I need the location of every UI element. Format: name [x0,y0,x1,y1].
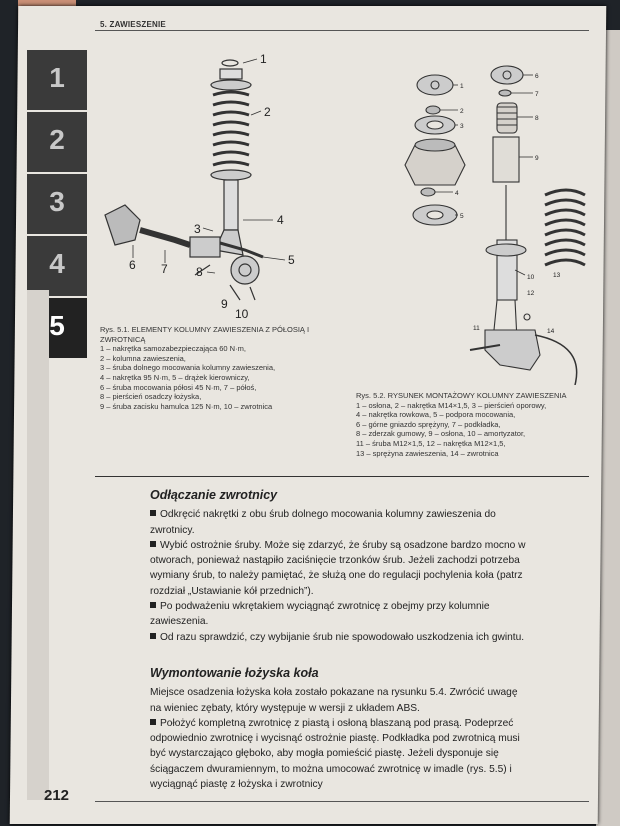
figure-2-label-7: 7 [535,91,539,98]
caption-line: 3 – śruba dolnego mocowania kolumny zawieszenia, [100,363,276,373]
chapter-tab-1 [27,50,87,110]
section-wheel-bearing-removal [150,666,528,792]
caption-line: 1 – osłona, 2 – nakrętka M14×1,5, 3 – pierścień oporowy, [356,400,547,410]
figure-2-label-9: 9 [535,155,539,162]
caption-line: 9 – śruba zacisku hamulca 125 N·m, 10 – zwrotnica [100,401,273,411]
figure-1-caption [100,325,340,411]
tab-strip [27,290,49,800]
figure-2-label-13: 13 [553,272,561,279]
figure-1-label-9: 9 [221,297,228,311]
figure-1-label-4: 4 [277,213,284,227]
figure-2-label-3: 3 [460,123,464,130]
instruction-paragraph [150,507,528,538]
figure-2-label-1: 1 [460,83,464,90]
chapter-tab-label: 3 [49,186,65,217]
bullet-square-icon [150,541,156,547]
figure-separator [95,476,589,477]
instruction-paragraph [150,716,528,792]
figure-1-label-1: 1 [260,52,267,66]
figure-2-label-10: 10 [527,274,535,281]
instruction-paragraph [150,630,528,645]
section-header: 5. ZAWIESZENIE [100,20,166,29]
figure-2-caption-title: Rys. 5.2. RYSUNEK MONTAŻOWY KOLUMNY ZAWIESZENIA [356,391,567,400]
figure-2-label-2: 2 [460,108,464,115]
header-rule [95,30,589,31]
page-number: 212 [44,787,70,804]
chapter-tab-label: 4 [49,248,65,279]
bullet-square-icon [150,602,156,608]
chapter-tab-label: 1 [49,62,65,93]
caption-line: 1 – nakrętka samozabezpieczająca 60 N·m, [100,344,246,354]
figure-2-label-6: 6 [535,73,539,80]
section-detach-knuckle [150,488,528,645]
caption-line: 13 – sprężyna zawieszenia, 14 – zwrotnica [356,448,499,458]
figure-1-label-5: 5 [288,253,295,267]
figure-2-caption [356,391,592,458]
figure-2-label-11: 11 [473,325,480,332]
paragraph-text: Odkręcić nakrętki z obu śrub dolnego mocowania kolumny zawieszenia do zwrotnicy. [150,509,496,536]
figure-2-label-4: 4 [455,190,459,197]
caption-line: 11 – śruba M12×1,5, 12 – nakrętka M12×1,5, [356,438,506,448]
figure-2-label-5: 5 [460,213,464,220]
chapter-tab-2 [27,112,87,172]
paragraph-text: Od razu sprawdzić, czy wybijanie śrub nie spowodowało uszkodzenia ich gwintu. [160,631,525,643]
figure-1-label-3: 3 [194,222,201,236]
instruction-paragraph [150,599,528,630]
section-title: Wymontowanie łożyska koła [150,666,319,680]
bullet-square-icon [150,633,156,639]
bullet-square-icon [150,719,156,725]
figure-1-label-10: 10 [235,307,249,320]
figure-1-caption-title: Rys. 5.1. ELEMENTY KOLUMNY ZAWIESZENIA Z PÓŁOSIĄ I ZWROTNICĄ [100,325,310,344]
caption-line: 2 – kolumna zawieszenia, [100,353,186,363]
chapter-tab-label: 2 [49,124,65,155]
paragraph-text: Po podważeniu wkrętakiem wyciągnąć zwrotnicę z obejmy przy kolumnie zawieszenia. [150,601,490,628]
caption-line: 8 – zderzak gumowy, 9 – osłona, 10 – amortyzator, [356,429,526,439]
paragraph-text: Położyć kompletną zwrotnicę z piastą i osłoną blaszaną pod prasą. Podeprzeć odpowiednio zwrotnicę i wycisnąć ostrożnie piastę. Podkładka pod zwrotnicą musi być wystarczająco głęboko, aby mogła pomieścić piastę. Jeżeli dysponuje się ściągaczem dwuramiennym, to można umocować zwrotnicę w imadle (rys. 5.5) i wyciągnąć piastę z łożyska i zwrotnicy [150,717,520,791]
caption-line: 4 – nakrętka rowkowa, 5 – podpora mocowania, [356,410,516,420]
figure-1-label-8: 8 [196,265,203,279]
bullet-square-icon [150,510,156,516]
figure-5-1-drawing [95,45,325,320]
figure-2-label-14: 14 [547,328,555,335]
paragraph-text: Wybić ostrożnie śruby. Może się zdarzyć, że śruby są osadzone bardzo mocno w otworach, ponieważ nastąpiło zaciśnięcie trzonków śrub. Jeżeli zachodzi potrzeba wymiany śrub, to należy pamiętać, że służą one do regulacji pochylenia koła (patrz rozdział „Ustawianie kół przednich”). [150,539,526,597]
chapter-tab-3 [27,174,87,234]
caption-line: 6 – śruba mocowania półosi 45 N·m, 7 – półoś, [100,382,257,392]
figure-5-2-drawing [385,55,600,385]
chapter-tab-label: 5 [49,310,65,341]
caption-line: 6 – górne gniazdo sprężyny, 7 – podkładka, [356,419,501,429]
section-title: Odłączanie zwrotnicy [150,488,278,502]
figure-2-label-8: 8 [535,115,539,122]
figure-2-label-12: 12 [527,290,535,297]
instruction-paragraph [150,538,528,599]
footer-rule [95,801,589,802]
intro-paragraph: Miejsce osadzenia łożyska koła zostało pokazane na rysunku 5.4. Zwrócić uwagę na wieniec zębaty, który występuje w wersji z układem ABS. [150,687,518,714]
figure-1-label-7: 7 [161,262,168,276]
caption-line: 8 – pierścień osadczy łożyska, [100,392,202,402]
chapter-tab-4 [27,236,87,296]
figure-1-label-6: 6 [129,258,136,272]
figure-1-label-2: 2 [264,105,271,119]
caption-line: 4 – nakrętka 95 N·m, 5 – drążek kierowniczy, [100,372,250,382]
